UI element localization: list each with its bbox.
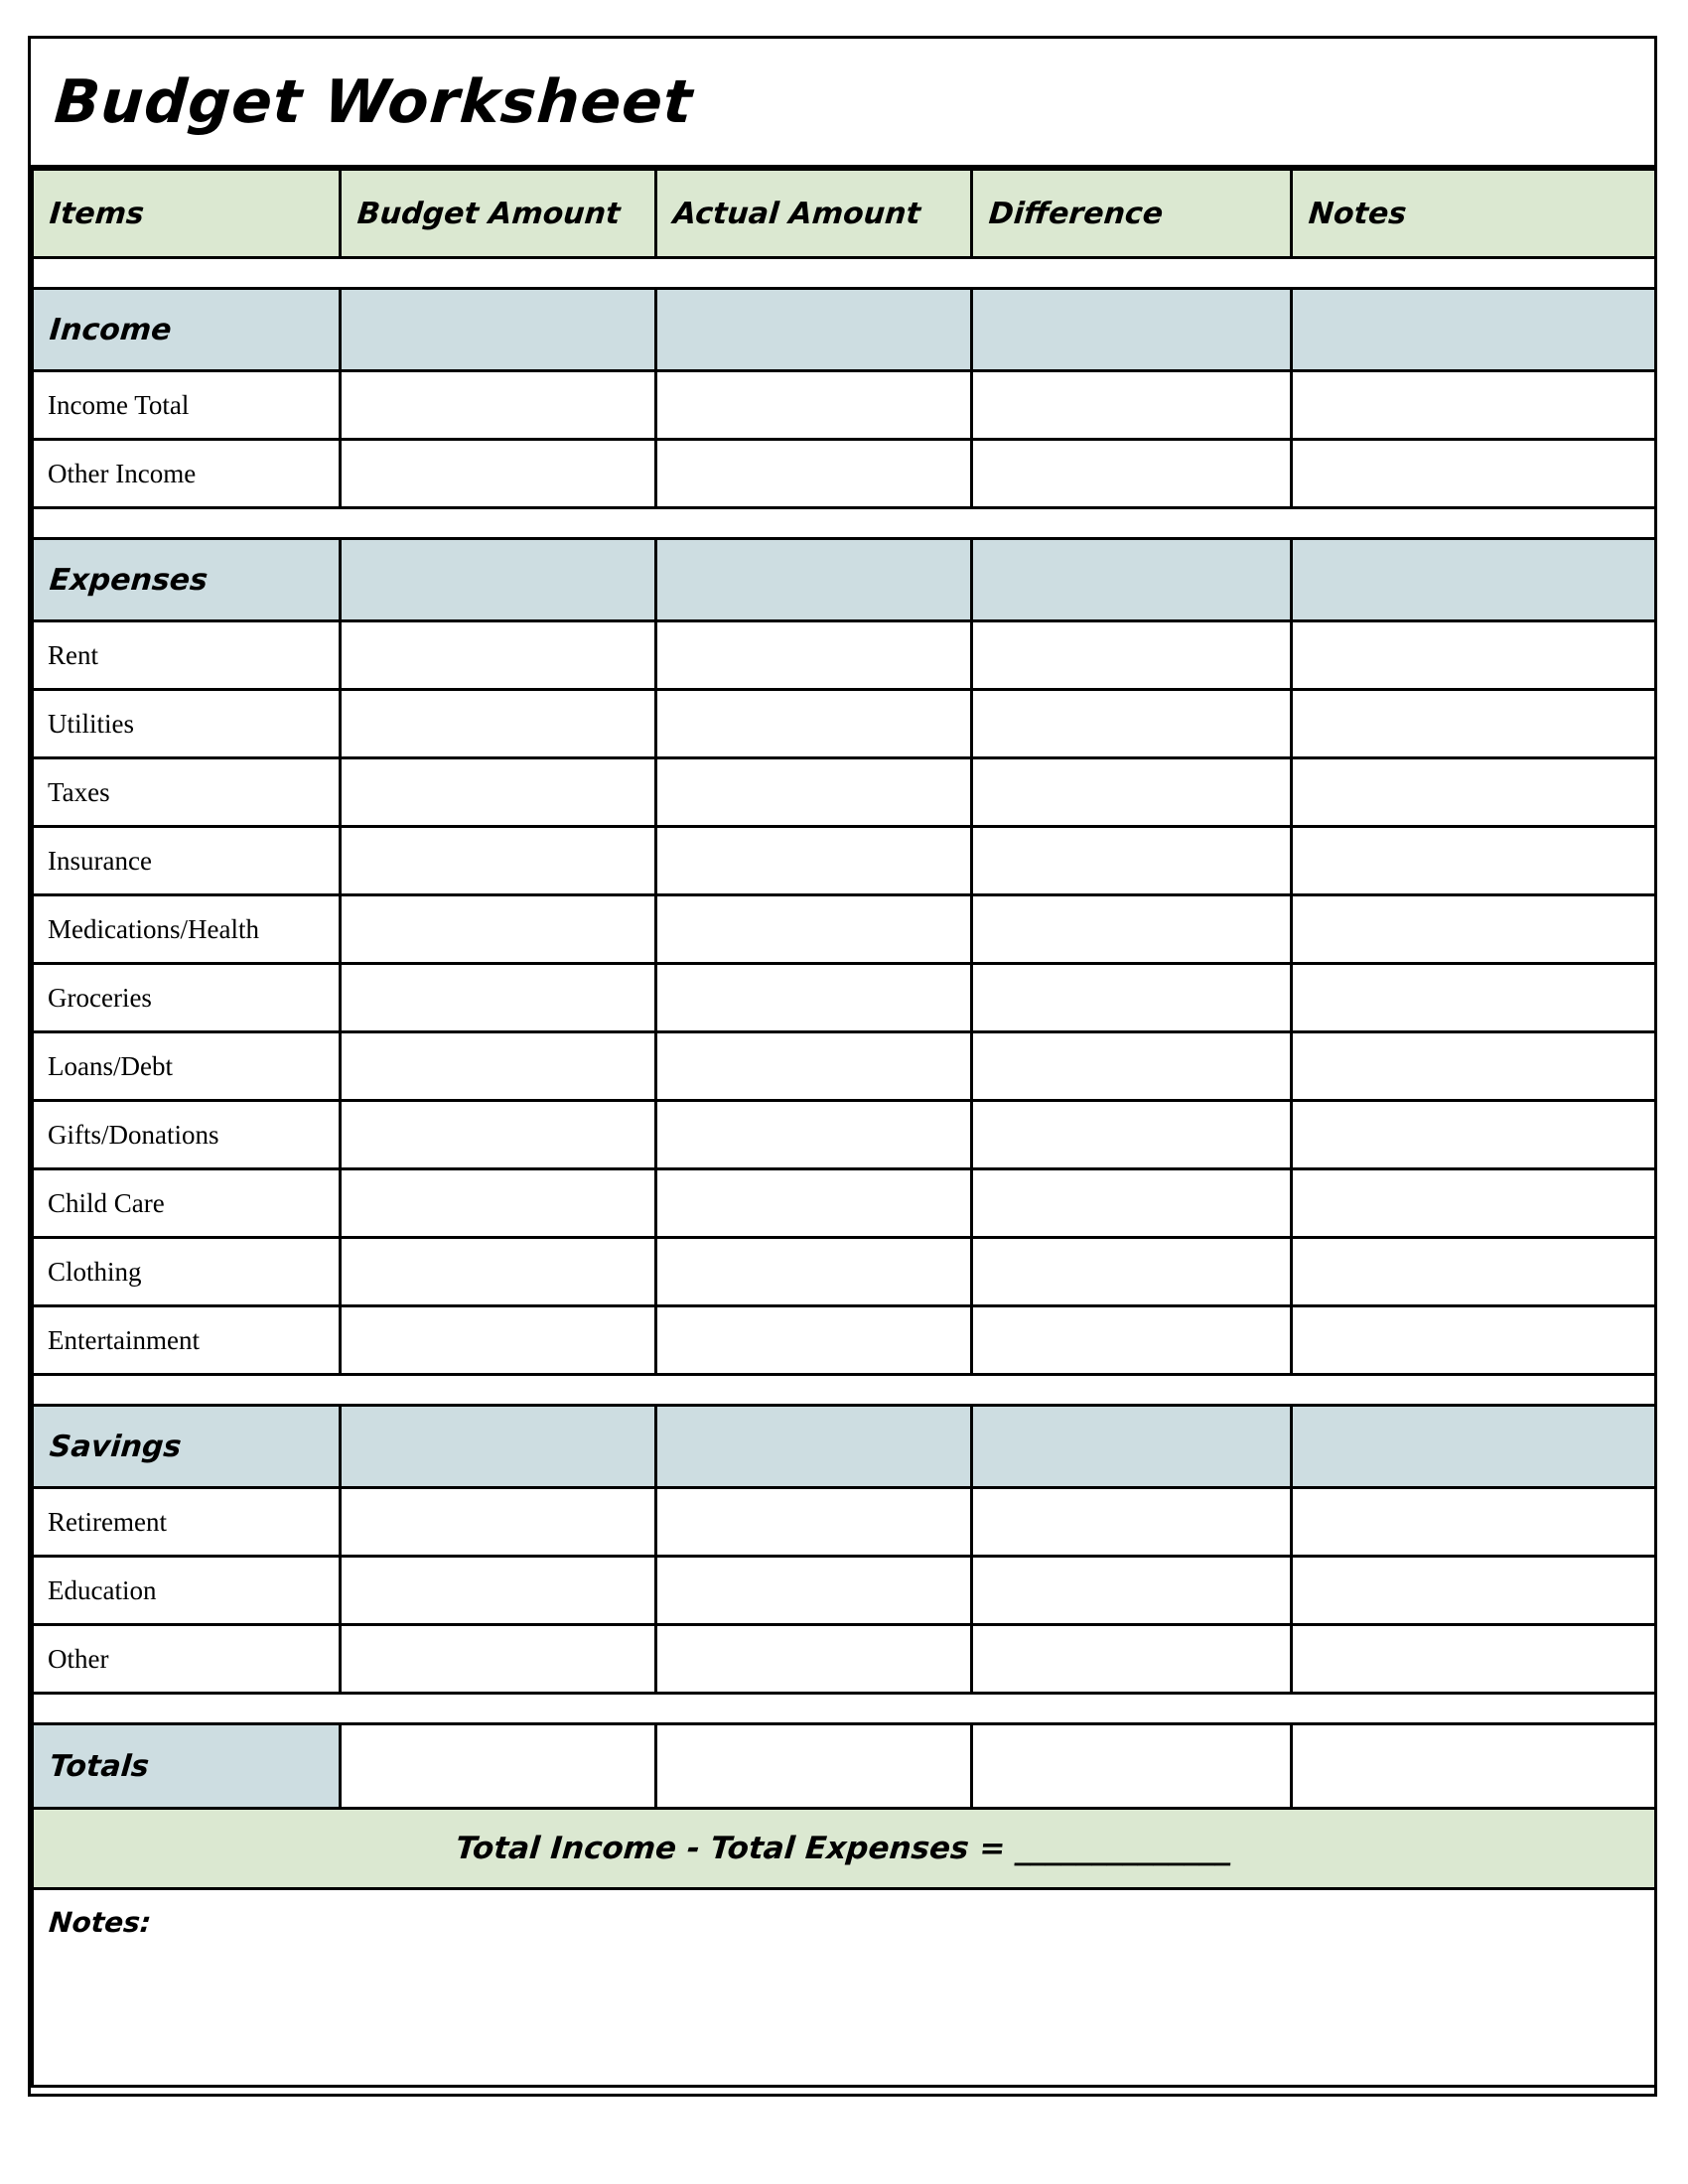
section-header-budget-cell (341, 289, 656, 371)
cell-difference[interactable] (972, 964, 1292, 1032)
cell-budget-amount[interactable] (341, 1625, 656, 1694)
section-header-notes-cell (1292, 539, 1656, 621)
table-row (33, 1169, 1656, 1238)
cell-notes[interactable] (1292, 758, 1656, 827)
cell-difference[interactable] (972, 371, 1292, 440)
table-row (33, 1557, 1656, 1625)
section-header-label-cell (33, 1406, 341, 1488)
row-label: Clothing (48, 1256, 142, 1287)
spacer-row (33, 1694, 1656, 1724)
cell-difference[interactable] (972, 621, 1292, 690)
table-row (33, 440, 1656, 508)
page-title: Budget Worksheet (52, 67, 696, 137)
cell-actual-amount[interactable] (656, 1625, 972, 1694)
row-label-cell (33, 1101, 341, 1169)
worksheet-page (28, 36, 1657, 2097)
row-label-cell (33, 1032, 341, 1101)
table-row (33, 827, 1656, 895)
column-header-notes (1292, 170, 1656, 258)
cell-budget-amount[interactable] (341, 371, 656, 440)
spacer-row (33, 1375, 1656, 1406)
row-label: Education (48, 1574, 157, 1605)
row-label: Child Care (48, 1187, 165, 1218)
cell-notes[interactable] (1292, 895, 1656, 964)
section-header-actual-cell (656, 539, 972, 621)
row-label-cell (33, 758, 341, 827)
section-title: Income (48, 312, 174, 347)
cell-notes[interactable] (1292, 964, 1656, 1032)
cell-actual-amount[interactable] (656, 621, 972, 690)
column-header-budget-amount (341, 170, 656, 258)
column-header-row (33, 170, 1656, 258)
column-header-label: Notes (1307, 196, 1408, 231)
cell-budget-amount[interactable] (341, 1306, 656, 1375)
cell-actual-amount[interactable] (656, 827, 972, 895)
row-label: Rent (48, 639, 98, 670)
column-header-label: Actual Amount (671, 196, 922, 231)
section-header-budget-cell (341, 539, 656, 621)
cell-budget-amount[interactable] (341, 1238, 656, 1306)
cell-difference[interactable] (972, 1032, 1292, 1101)
spacer-cell (33, 1375, 1656, 1406)
cell-notes[interactable] (1292, 827, 1656, 895)
cell-difference[interactable] (972, 1488, 1292, 1557)
section-header-budget-cell (341, 1406, 656, 1488)
cell-difference[interactable] (972, 758, 1292, 827)
cell-notes[interactable] (1292, 1032, 1656, 1101)
section-header-notes-cell (1292, 1406, 1656, 1488)
cell-notes[interactable] (1292, 1306, 1656, 1375)
column-header-label: Items (48, 196, 146, 231)
row-label: Other Income (48, 458, 197, 488)
row-label: Medications/Health (48, 913, 259, 944)
section-header-savings (33, 1406, 1656, 1488)
cell-difference[interactable] (972, 1169, 1292, 1238)
row-label: Income Total (48, 389, 190, 420)
cell-difference[interactable] (972, 1306, 1292, 1375)
title-band (31, 39, 1654, 168)
column-header-items (33, 170, 341, 258)
row-label-cell (33, 621, 341, 690)
column-header-difference (972, 170, 1292, 258)
row-label-cell (33, 440, 341, 508)
cell-actual-amount[interactable] (656, 1169, 972, 1238)
cell-actual-amount[interactable] (656, 690, 972, 758)
cell-budget-amount[interactable] (341, 690, 656, 758)
table-row (33, 964, 1656, 1032)
row-label: Gifts/Donations (48, 1119, 219, 1150)
notes-band-cell[interactable] (33, 1889, 1656, 2087)
cell-difference[interactable] (972, 1238, 1292, 1306)
cell-actual-amount[interactable] (656, 1101, 972, 1169)
cell-notes[interactable] (1292, 371, 1656, 440)
formula-band-row (33, 1809, 1656, 1889)
totals-cell-difference[interactable] (972, 1724, 1292, 1809)
totals-cell-actual-amount[interactable] (656, 1724, 972, 1809)
row-label-cell (33, 371, 341, 440)
row-label: Utilities (48, 708, 134, 739)
spacer-cell (33, 508, 1656, 539)
section-header-difference-cell (972, 1406, 1292, 1488)
cell-budget-amount[interactable] (341, 440, 656, 508)
section-header-difference-cell (972, 539, 1292, 621)
table-row (33, 895, 1656, 964)
row-label-cell (33, 1557, 341, 1625)
row-label-cell (33, 1169, 341, 1238)
formula-text: Total Income - Total Expenses = ______________ (454, 1831, 1234, 1866)
cell-actual-amount[interactable] (656, 964, 972, 1032)
row-label: Entertainment (48, 1324, 200, 1355)
section-title: Expenses (48, 562, 210, 598)
table-row (33, 1306, 1656, 1375)
cell-actual-amount[interactable] (656, 1306, 972, 1375)
row-label: Insurance (48, 845, 152, 876)
cell-actual-amount[interactable] (656, 1032, 972, 1101)
cell-budget-amount[interactable] (341, 1032, 656, 1101)
cell-actual-amount[interactable] (656, 1488, 972, 1557)
cell-difference[interactable] (972, 895, 1292, 964)
cell-difference[interactable] (972, 1101, 1292, 1169)
cell-difference[interactable] (972, 690, 1292, 758)
table-row (33, 1488, 1656, 1557)
row-label-cell (33, 895, 341, 964)
cell-budget-amount[interactable] (341, 1101, 656, 1169)
cell-notes[interactable] (1292, 1169, 1656, 1238)
spacer-cell (33, 258, 1656, 289)
table-row (33, 1032, 1656, 1101)
cell-notes[interactable] (1292, 1488, 1656, 1557)
column-header-label: Difference (987, 196, 1165, 231)
cell-actual-amount[interactable] (656, 440, 972, 508)
row-label-cell (33, 1306, 341, 1375)
budget-table-body (33, 170, 1656, 2087)
cell-notes[interactable] (1292, 1557, 1656, 1625)
section-header-label-cell (33, 539, 341, 621)
cell-budget-amount[interactable] (341, 964, 656, 1032)
cell-notes[interactable] (1292, 690, 1656, 758)
row-label-cell (33, 1238, 341, 1306)
section-title: Savings (48, 1429, 183, 1464)
table-row (33, 690, 1656, 758)
cell-notes[interactable] (1292, 1101, 1656, 1169)
section-header-actual-cell (656, 289, 972, 371)
table-row (33, 1101, 1656, 1169)
section-header-label-cell (33, 289, 341, 371)
section-header-difference-cell (972, 289, 1292, 371)
row-label-cell (33, 827, 341, 895)
spacer-row (33, 258, 1656, 289)
column-header-actual-amount (656, 170, 972, 258)
row-label: Taxes (48, 776, 110, 807)
section-header-expenses (33, 539, 1656, 621)
cell-budget-amount[interactable] (341, 621, 656, 690)
section-header-notes-cell (1292, 289, 1656, 371)
cell-budget-amount[interactable] (341, 895, 656, 964)
cell-budget-amount[interactable] (341, 758, 656, 827)
cell-actual-amount[interactable] (656, 1557, 972, 1625)
totals-label: Totals (48, 1748, 151, 1784)
row-label: Loans/Debt (48, 1050, 173, 1081)
cell-budget-amount[interactable] (341, 827, 656, 895)
cell-difference[interactable] (972, 1557, 1292, 1625)
notes-band-row[interactable] (33, 1889, 1656, 2087)
totals-cell-budget-amount[interactable] (341, 1724, 656, 1809)
cell-difference[interactable] (972, 1625, 1292, 1694)
section-header-actual-cell (656, 1406, 972, 1488)
row-label-cell (33, 1488, 341, 1557)
totals-label-cell (33, 1724, 341, 1809)
spacer-cell (33, 1694, 1656, 1724)
row-label: Retirement (48, 1506, 167, 1537)
budget-table (31, 168, 1657, 2088)
cell-budget-amount[interactable] (341, 1557, 656, 1625)
table-row (33, 1238, 1656, 1306)
table-row (33, 371, 1656, 440)
table-row (33, 1625, 1656, 1694)
row-label: Groceries (48, 982, 152, 1013)
notes-label: Notes: (47, 1906, 153, 1939)
cell-notes[interactable] (1292, 1625, 1656, 1694)
cell-budget-amount[interactable] (341, 1169, 656, 1238)
row-label-cell (33, 1625, 341, 1694)
cell-actual-amount[interactable] (656, 895, 972, 964)
section-header-income (33, 289, 1656, 371)
cell-notes[interactable] (1292, 621, 1656, 690)
cell-actual-amount[interactable] (656, 758, 972, 827)
totals-cell-notes[interactable] (1292, 1724, 1656, 1809)
row-label: Other (48, 1643, 109, 1674)
formula-band-cell (33, 1809, 1656, 1889)
cell-actual-amount[interactable] (656, 1238, 972, 1306)
cell-actual-amount[interactable] (656, 371, 972, 440)
table-row (33, 758, 1656, 827)
row-label-cell (33, 690, 341, 758)
cell-difference[interactable] (972, 440, 1292, 508)
spacer-row (33, 508, 1656, 539)
cell-difference[interactable] (972, 827, 1292, 895)
cell-notes[interactable] (1292, 1238, 1656, 1306)
cell-notes[interactable] (1292, 440, 1656, 508)
cell-budget-amount[interactable] (341, 1488, 656, 1557)
row-label-cell (33, 964, 341, 1032)
totals-row (33, 1724, 1656, 1809)
column-header-label: Budget Amount (355, 196, 622, 231)
table-row (33, 621, 1656, 690)
